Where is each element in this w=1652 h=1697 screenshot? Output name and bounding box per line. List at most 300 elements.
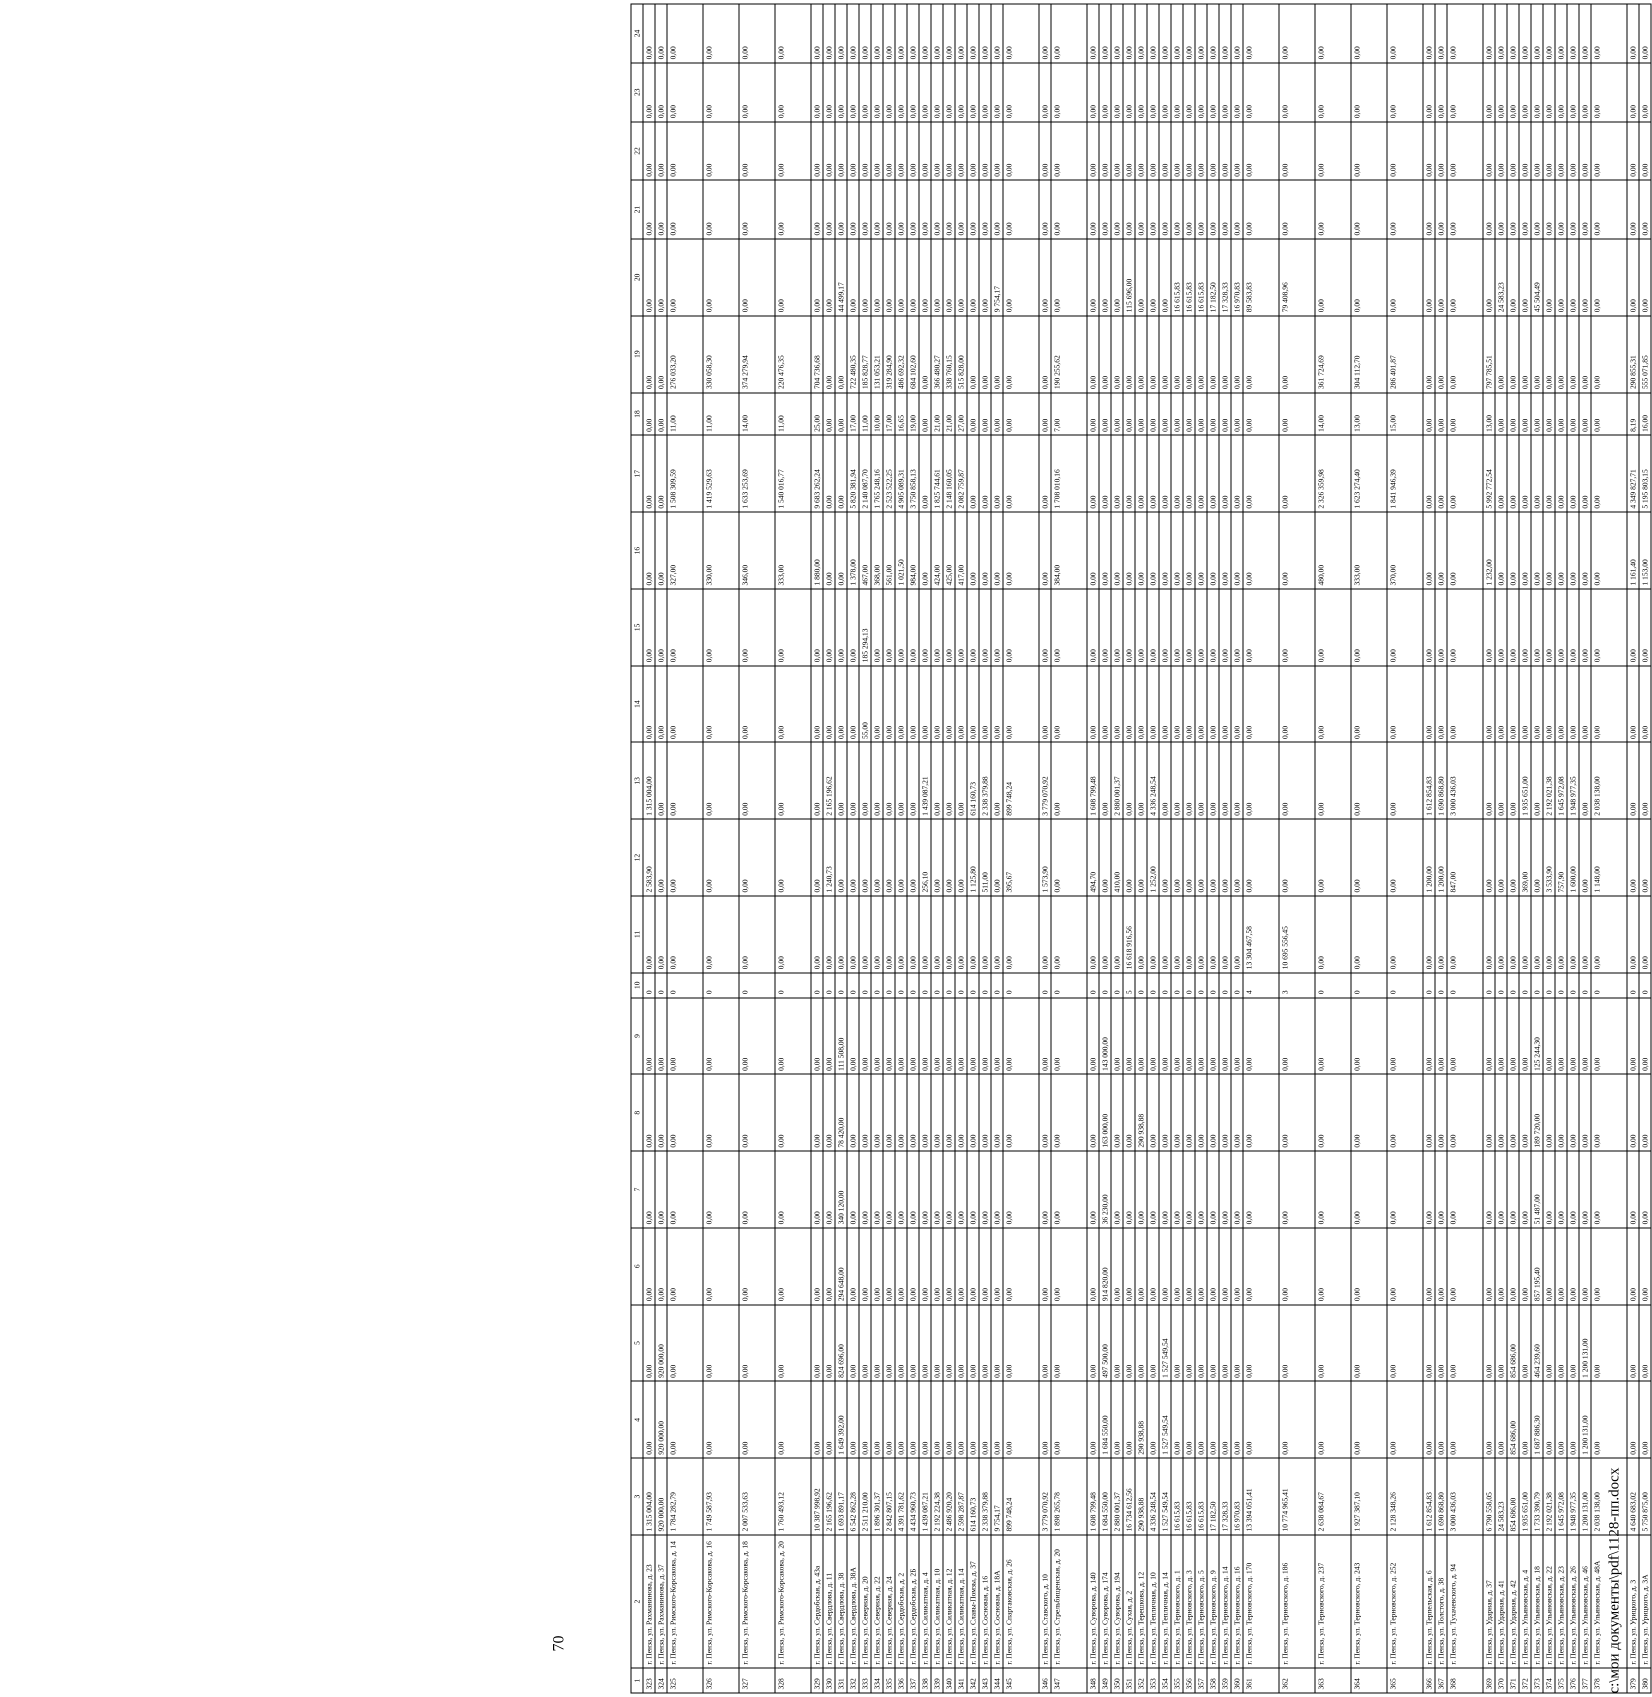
value-cell: 0,00 — [1507, 742, 1519, 819]
value-cell: 0,00 — [1147, 1381, 1159, 1458]
column-header: 9 — [631, 998, 643, 1075]
value-cell: 0,00 — [739, 180, 775, 239]
value-cell: 0,00 — [1099, 180, 1111, 239]
table-row — [1003, 4, 1039, 1693]
value-cell: 0,00 — [1435, 393, 1447, 436]
value-cell: 0,00 — [871, 1228, 883, 1305]
value-cell: 0,00 — [1123, 589, 1135, 666]
value-cell: 0,00 — [1351, 742, 1387, 819]
value-cell: 0,00 — [1579, 666, 1591, 743]
value-cell: 0,00 — [1483, 180, 1495, 239]
value-cell: 4 640 683,02 — [1627, 1458, 1639, 1535]
value-cell: 0,00 — [739, 122, 775, 181]
value-cell: 0,00 — [1447, 316, 1483, 393]
value-cell: 0,00 — [1591, 1305, 1627, 1382]
value-cell: 0,00 — [1183, 998, 1195, 1075]
value-cell: 2 338 379,88 — [979, 1458, 991, 1535]
value-cell: 0,00 — [1135, 589, 1147, 666]
value-cell: 2 192 021,38 — [1543, 742, 1555, 819]
value-cell: 0,00 — [1423, 1381, 1435, 1458]
value-cell: 0,00 — [1051, 63, 1087, 122]
value-cell: 0,00 — [1519, 1151, 1531, 1228]
value-cell: 0,00 — [1039, 4, 1051, 63]
value-cell: 0,00 — [1003, 1074, 1039, 1151]
value-cell: 0,00 — [1495, 1381, 1507, 1458]
value-cell: 0,00 — [823, 435, 835, 512]
value-cell: 0,00 — [1159, 896, 1171, 973]
value-cell: 0,00 — [1387, 1305, 1423, 1382]
value-cell: 0,00 — [1123, 998, 1135, 1075]
row-number-cell: 341 — [955, 1668, 967, 1693]
value-cell: 0,00 — [1123, 316, 1135, 393]
value-cell: 0,00 — [1135, 180, 1147, 239]
value-cell: 497 500,00 — [1099, 1305, 1111, 1382]
value-cell: 0,00 — [1627, 4, 1639, 63]
value-cell: 0,00 — [871, 998, 883, 1075]
value-cell: 0,00 — [1147, 998, 1159, 1075]
table-row — [1519, 4, 1531, 1693]
row-number-cell: 327 — [739, 1668, 775, 1693]
value-cell: 0,00 — [991, 393, 1003, 436]
value-cell: 0,00 — [1243, 122, 1279, 181]
value-cell: 0,00 — [895, 1074, 907, 1151]
value-cell: 0,00 — [1111, 589, 1123, 666]
value-cell: 0,00 — [1171, 742, 1183, 819]
value-cell: 0,00 — [1579, 435, 1591, 512]
value-cell: 0,00 — [1387, 589, 1423, 666]
value-cell: 0,00 — [1003, 1151, 1039, 1228]
value-cell: 0,00 — [835, 742, 847, 819]
value-cell: 0,00 — [847, 122, 859, 181]
value-cell: 131 053,21 — [871, 316, 883, 393]
value-cell: 0,00 — [1567, 239, 1579, 316]
value-cell: 0,00 — [955, 819, 967, 896]
value-cell: 0,00 — [1087, 180, 1099, 239]
value-cell: 189 720,00 — [1531, 1074, 1543, 1151]
value-cell: 0,00 — [1039, 393, 1051, 436]
value-cell: 0,00 — [1231, 819, 1243, 896]
value-cell: 1 690 868,80 — [1435, 1458, 1447, 1535]
value-cell: 0 — [931, 973, 943, 998]
value-cell: 0,00 — [1495, 316, 1507, 393]
value-cell: 0,00 — [1555, 1151, 1567, 1228]
value-cell: 0,00 — [1495, 589, 1507, 666]
value-cell: 0,00 — [775, 1228, 811, 1305]
value-cell: 2 511 210,00 — [859, 1458, 871, 1535]
table-row — [1183, 4, 1195, 1693]
column-header: 11 — [631, 896, 643, 973]
row-number-cell: 333 — [859, 1668, 871, 1693]
value-cell: 361 724,69 — [1315, 316, 1351, 393]
value-cell: 366 480,27 — [931, 316, 943, 393]
row-number-cell: 350 — [1111, 1668, 1123, 1693]
value-cell: 0,00 — [739, 1381, 775, 1458]
value-cell: 0,00 — [931, 666, 943, 743]
value-cell: 0,00 — [1519, 589, 1531, 666]
value-cell: 0,00 — [811, 1074, 823, 1151]
value-cell: 0,00 — [1099, 435, 1111, 512]
address-cell: г. Пенза, ул. Терновского, д. 170 — [1243, 1535, 1279, 1668]
value-cell: 0,00 — [979, 512, 991, 589]
value-cell: 17 328,33 — [1219, 239, 1231, 316]
value-cell: 0,00 — [1183, 1151, 1195, 1228]
value-cell: 0,00 — [1567, 666, 1579, 743]
data-table-wrapper — [631, 4, 1652, 1694]
value-cell: 16 970,83 — [1231, 239, 1243, 316]
value-cell: 0,00 — [1111, 180, 1123, 239]
value-cell: 0,00 — [1123, 1074, 1135, 1151]
value-cell: 0,00 — [1051, 742, 1087, 819]
value-cell: 0,00 — [1627, 63, 1639, 122]
value-cell: 0,00 — [1219, 393, 1231, 436]
value-cell: 0,00 — [1591, 1381, 1627, 1458]
value-cell: 2 638 084,67 — [1315, 1458, 1351, 1535]
address-cell: г. Пенза, ул. Свердлова, д. 11 — [823, 1535, 835, 1668]
value-cell: 0,00 — [1567, 393, 1579, 436]
row-number-cell: 346 — [1039, 1668, 1051, 1693]
table-row — [835, 4, 847, 1693]
value-cell: 0,00 — [835, 819, 847, 896]
value-cell: 0,00 — [1483, 122, 1495, 181]
address-cell: г. Пенза, ул. Ульяновская, д. 4 — [1519, 1535, 1531, 1668]
value-cell: 374 279,94 — [739, 316, 775, 393]
value-cell: 0,00 — [1219, 998, 1231, 1075]
value-cell: 0,00 — [919, 122, 931, 181]
value-cell: 0,00 — [895, 896, 907, 973]
value-cell: 0,00 — [1627, 1381, 1639, 1458]
value-cell: 0,00 — [1519, 512, 1531, 589]
value-cell: 0,00 — [1147, 1305, 1159, 1382]
value-cell: 2 192 224,38 — [931, 1458, 943, 1535]
value-cell: 0,00 — [1219, 589, 1231, 666]
value-cell: 0,00 — [1315, 1381, 1351, 1458]
value-cell: 0,00 — [1159, 122, 1171, 181]
value-cell: 0,00 — [1183, 316, 1195, 393]
value-cell: 0,00 — [883, 589, 895, 666]
table-row — [847, 4, 859, 1693]
value-cell: 0,00 — [703, 122, 739, 181]
value-cell: 0,00 — [1183, 122, 1195, 181]
row-number-cell: 356 — [1183, 1668, 1195, 1693]
value-cell: 0,00 — [943, 1151, 955, 1228]
row-number-cell: 332 — [847, 1668, 859, 1693]
address-cell: г. Пенза, ул. Северная, д. 22 — [871, 1535, 883, 1668]
value-cell: 0,00 — [883, 239, 895, 316]
column-header: 5 — [631, 1305, 643, 1382]
value-cell: 0,00 — [1195, 316, 1207, 393]
value-cell: 10,00 — [871, 393, 883, 436]
value-cell: 722 480,35 — [847, 316, 859, 393]
value-cell: 0,00 — [1495, 180, 1507, 239]
value-cell: 1 612 854,83 — [1423, 742, 1435, 819]
value-cell: 4 391 781,62 — [895, 1458, 907, 1535]
value-cell: 0 — [1087, 973, 1099, 998]
value-cell: 16 615,83 — [1195, 1458, 1207, 1535]
value-cell: 0,00 — [991, 998, 1003, 1075]
value-cell: 0,00 — [967, 316, 979, 393]
value-cell: 857 195,40 — [1531, 1228, 1543, 1305]
value-cell: 0,00 — [1003, 63, 1039, 122]
row-number-cell: 364 — [1351, 1668, 1387, 1693]
value-cell: 0,00 — [1171, 393, 1183, 436]
value-cell: 5 992 772,54 — [1483, 435, 1495, 512]
value-cell: 704 736,68 — [811, 316, 823, 393]
value-cell: 0,00 — [1543, 998, 1555, 1075]
page-number: 70 — [550, 1635, 568, 1652]
value-cell: 0,00 — [895, 589, 907, 666]
value-cell: 0 — [1627, 973, 1639, 998]
value-cell: 0,00 — [1003, 589, 1039, 666]
value-cell: 0,00 — [775, 1151, 811, 1228]
value-cell: 0 — [703, 973, 739, 998]
value-cell: 0 — [1183, 973, 1195, 998]
value-cell: 0,00 — [775, 180, 811, 239]
value-cell: 511,00 — [979, 819, 991, 896]
value-cell: 0,00 — [1495, 393, 1507, 436]
value-cell: 0,00 — [1579, 819, 1591, 896]
value-cell: 1 125,80 — [967, 819, 979, 896]
value-cell: 13 304 467,58 — [1243, 896, 1279, 973]
table-row — [1555, 4, 1567, 1693]
value-cell: 0,00 — [1159, 589, 1171, 666]
value-cell: 0,00 — [1147, 589, 1159, 666]
value-cell: 0,00 — [1495, 4, 1507, 63]
value-cell: 0,00 — [931, 239, 943, 316]
value-cell: 0,00 — [1495, 1074, 1507, 1151]
value-cell: 0,00 — [1483, 819, 1495, 896]
value-cell: 0,00 — [943, 180, 955, 239]
value-cell: 0,00 — [1579, 316, 1591, 393]
value-cell: 0,00 — [1423, 896, 1435, 973]
value-cell: 0,00 — [1351, 180, 1387, 239]
value-cell: 0,00 — [811, 1381, 823, 1458]
value-cell: 0,00 — [739, 239, 775, 316]
value-cell: 0 — [1639, 973, 1651, 998]
value-cell: 0,00 — [1003, 1228, 1039, 1305]
value-cell: 0 — [919, 973, 931, 998]
address-cell: г. Пенза, ул. Силикатная, д. 10 — [931, 1535, 943, 1668]
value-cell: 0,00 — [1135, 393, 1147, 436]
address-cell: г. Пенза, ул. Сердобская, д. 2 — [895, 1535, 907, 1668]
value-cell: 0,00 — [943, 1305, 955, 1382]
value-cell: 0,00 — [1147, 666, 1159, 743]
value-cell: 0,00 — [895, 122, 907, 181]
value-cell: 0,00 — [703, 1228, 739, 1305]
value-cell: 0,00 — [871, 4, 883, 63]
value-cell: 0,00 — [895, 239, 907, 316]
value-cell: 0,00 — [1135, 742, 1147, 819]
value-cell: 0,00 — [1099, 122, 1111, 181]
value-cell: 0,00 — [739, 63, 775, 122]
value-cell: 0,00 — [775, 666, 811, 743]
value-cell: 0,00 — [847, 63, 859, 122]
value-cell: 0,00 — [823, 180, 835, 239]
value-cell: 0,00 — [1147, 316, 1159, 393]
value-cell: 0,00 — [1051, 122, 1087, 181]
value-cell: 0 — [1435, 973, 1447, 998]
value-cell: 0,00 — [979, 1228, 991, 1305]
value-cell: 0,00 — [1387, 63, 1423, 122]
value-cell: 0,00 — [919, 998, 931, 1075]
row-number-cell: 377 — [1579, 1668, 1591, 1693]
value-cell: 0,00 — [1387, 819, 1423, 896]
value-cell: 0,00 — [655, 666, 667, 743]
value-cell: 0,00 — [967, 393, 979, 436]
value-cell: 0,00 — [1315, 1228, 1351, 1305]
column-header: 4 — [631, 1381, 643, 1458]
value-cell: 0,00 — [703, 998, 739, 1075]
value-cell: 0,00 — [643, 63, 655, 122]
value-cell: 1 200 131,00 — [1579, 1305, 1591, 1382]
value-cell: 1 232,00 — [1483, 512, 1495, 589]
row-number-cell: 369 — [1483, 1668, 1495, 1693]
column-header: 14 — [631, 666, 643, 743]
value-cell: 0,00 — [1195, 1381, 1207, 1458]
value-cell: 0 — [895, 973, 907, 998]
value-cell: 0,00 — [931, 1074, 943, 1151]
value-cell: 1 508 309,59 — [667, 435, 703, 512]
value-cell: 0,00 — [1435, 1381, 1447, 1458]
value-cell: 0,00 — [1507, 589, 1519, 666]
value-cell: 0,00 — [1123, 4, 1135, 63]
value-cell: 0,00 — [1171, 1305, 1183, 1382]
value-cell: 0,00 — [919, 435, 931, 512]
value-cell: 0,00 — [871, 1151, 883, 1228]
value-cell: 1 527 549,54 — [1159, 1305, 1171, 1382]
value-cell: 0,00 — [1447, 512, 1483, 589]
value-cell: 0,00 — [1423, 1305, 1435, 1382]
value-cell: 0,00 — [643, 1151, 655, 1228]
value-cell: 0,00 — [1447, 1074, 1483, 1151]
value-cell: 0,00 — [895, 998, 907, 1075]
value-cell: 0,00 — [1003, 512, 1039, 589]
value-cell: 0,00 — [1207, 1381, 1219, 1458]
value-cell: 0,00 — [1111, 316, 1123, 393]
value-cell: 0,00 — [1051, 180, 1087, 239]
value-cell: 0,00 — [1351, 1305, 1387, 1382]
value-cell: 0,00 — [1507, 122, 1519, 181]
table-row — [871, 4, 883, 1693]
value-cell: 0,00 — [1567, 998, 1579, 1075]
value-cell: 1 021,50 — [895, 512, 907, 589]
value-cell: 0,00 — [1087, 896, 1099, 973]
value-cell: 0,00 — [1531, 896, 1543, 973]
value-cell: 0,00 — [1627, 1074, 1639, 1151]
value-cell: 561,00 — [883, 512, 895, 589]
row-number-cell: 376 — [1567, 1668, 1579, 1693]
row-number-cell: 352 — [1135, 1668, 1147, 1693]
address-cell: г. Пенза, ул. Ульяновская, д. 46 — [1579, 1535, 1591, 1668]
column-header: 2 — [631, 1535, 643, 1668]
column-header: 16 — [631, 512, 643, 589]
value-cell: 5 195 803,15 — [1639, 435, 1651, 512]
value-cell: 0,00 — [667, 742, 703, 819]
value-cell: 0,00 — [1447, 589, 1483, 666]
row-number-cell: 349 — [1099, 1668, 1111, 1693]
value-cell: 0,00 — [823, 239, 835, 316]
value-cell: 0,00 — [1279, 1228, 1315, 1305]
value-cell: 0,00 — [1639, 896, 1651, 973]
value-cell: 0,00 — [979, 998, 991, 1075]
value-cell: 0,00 — [1207, 122, 1219, 181]
row-number-cell: 328 — [775, 1668, 811, 1693]
value-cell: 0,00 — [1567, 122, 1579, 181]
value-cell: 0,00 — [1507, 239, 1519, 316]
value-cell: 2 880 001,37 — [1111, 742, 1123, 819]
value-cell: 0,00 — [1219, 4, 1231, 63]
value-cell: 4 905 089,31 — [895, 435, 907, 512]
value-cell: 0,00 — [1159, 180, 1171, 239]
value-cell: 17 182,50 — [1207, 1458, 1219, 1535]
value-cell: 0,00 — [1195, 1228, 1207, 1305]
value-cell: 0,00 — [883, 896, 895, 973]
value-cell: 0,00 — [739, 589, 775, 666]
value-cell: 0,00 — [1351, 1151, 1387, 1228]
value-cell: 2 007 533,63 — [739, 1458, 775, 1535]
value-cell: 0,00 — [955, 742, 967, 819]
value-cell: 115 696,00 — [1123, 239, 1135, 316]
value-cell: 0,00 — [1195, 1151, 1207, 1228]
value-cell: 0,00 — [1435, 1305, 1447, 1382]
value-cell: 0,00 — [1099, 666, 1111, 743]
value-cell: 1 439 087,21 — [919, 742, 931, 819]
value-cell: 0,00 — [907, 742, 919, 819]
value-cell: 0,00 — [1315, 180, 1351, 239]
value-cell: 0,00 — [1531, 435, 1543, 512]
value-cell: 0,00 — [1567, 1381, 1579, 1458]
value-cell: 2 038 138,00 — [1591, 1458, 1627, 1535]
value-cell: 2 148 160,05 — [943, 435, 955, 512]
value-cell: 45 504,49 — [1531, 239, 1543, 316]
value-cell: 0,00 — [1123, 122, 1135, 181]
row-number-cell: 334 — [871, 1668, 883, 1693]
value-cell: 0,00 — [1639, 239, 1651, 316]
value-cell: 0,00 — [931, 122, 943, 181]
value-cell: 2 338 379,88 — [979, 742, 991, 819]
value-cell: 0,00 — [859, 998, 871, 1075]
value-cell: 0,00 — [823, 589, 835, 666]
value-cell: 0,00 — [1039, 1381, 1051, 1458]
value-cell: 0,00 — [1507, 393, 1519, 436]
address-cell: г. Пенза, ул. Силикатная, д. 4 — [919, 1535, 931, 1668]
table-row — [1195, 4, 1207, 1693]
value-cell: 0,00 — [1591, 316, 1627, 393]
value-cell: 0,00 — [811, 180, 823, 239]
value-cell: 0,00 — [931, 1305, 943, 1382]
value-cell: 1 240,73 — [823, 819, 835, 896]
value-cell: 0,00 — [1519, 896, 1531, 973]
value-cell: 0,00 — [1147, 1151, 1159, 1228]
value-cell: 1 841 946,39 — [1387, 435, 1423, 512]
value-cell: 0,00 — [643, 998, 655, 1075]
value-cell: 0,00 — [967, 666, 979, 743]
value-cell: 0,00 — [1135, 122, 1147, 181]
value-cell: 0,00 — [979, 1305, 991, 1382]
value-cell: 0,00 — [859, 896, 871, 973]
address-cell: г. Пенза, ул. Терновского, д. 3 — [1183, 1535, 1195, 1668]
value-cell: 0,00 — [1171, 1151, 1183, 1228]
value-cell: 0,00 — [655, 4, 667, 63]
value-cell: 0,00 — [1207, 742, 1219, 819]
value-cell: 0,00 — [967, 1305, 979, 1382]
value-cell: 0,00 — [1435, 180, 1447, 239]
value-cell: 1 684 550,00 — [1099, 1381, 1111, 1458]
value-cell: 0,00 — [1435, 316, 1447, 393]
value-cell: 0 — [1135, 973, 1147, 998]
value-cell: 0,00 — [979, 316, 991, 393]
value-cell: 417,00 — [955, 512, 967, 589]
value-cell: 0,00 — [1531, 819, 1543, 896]
